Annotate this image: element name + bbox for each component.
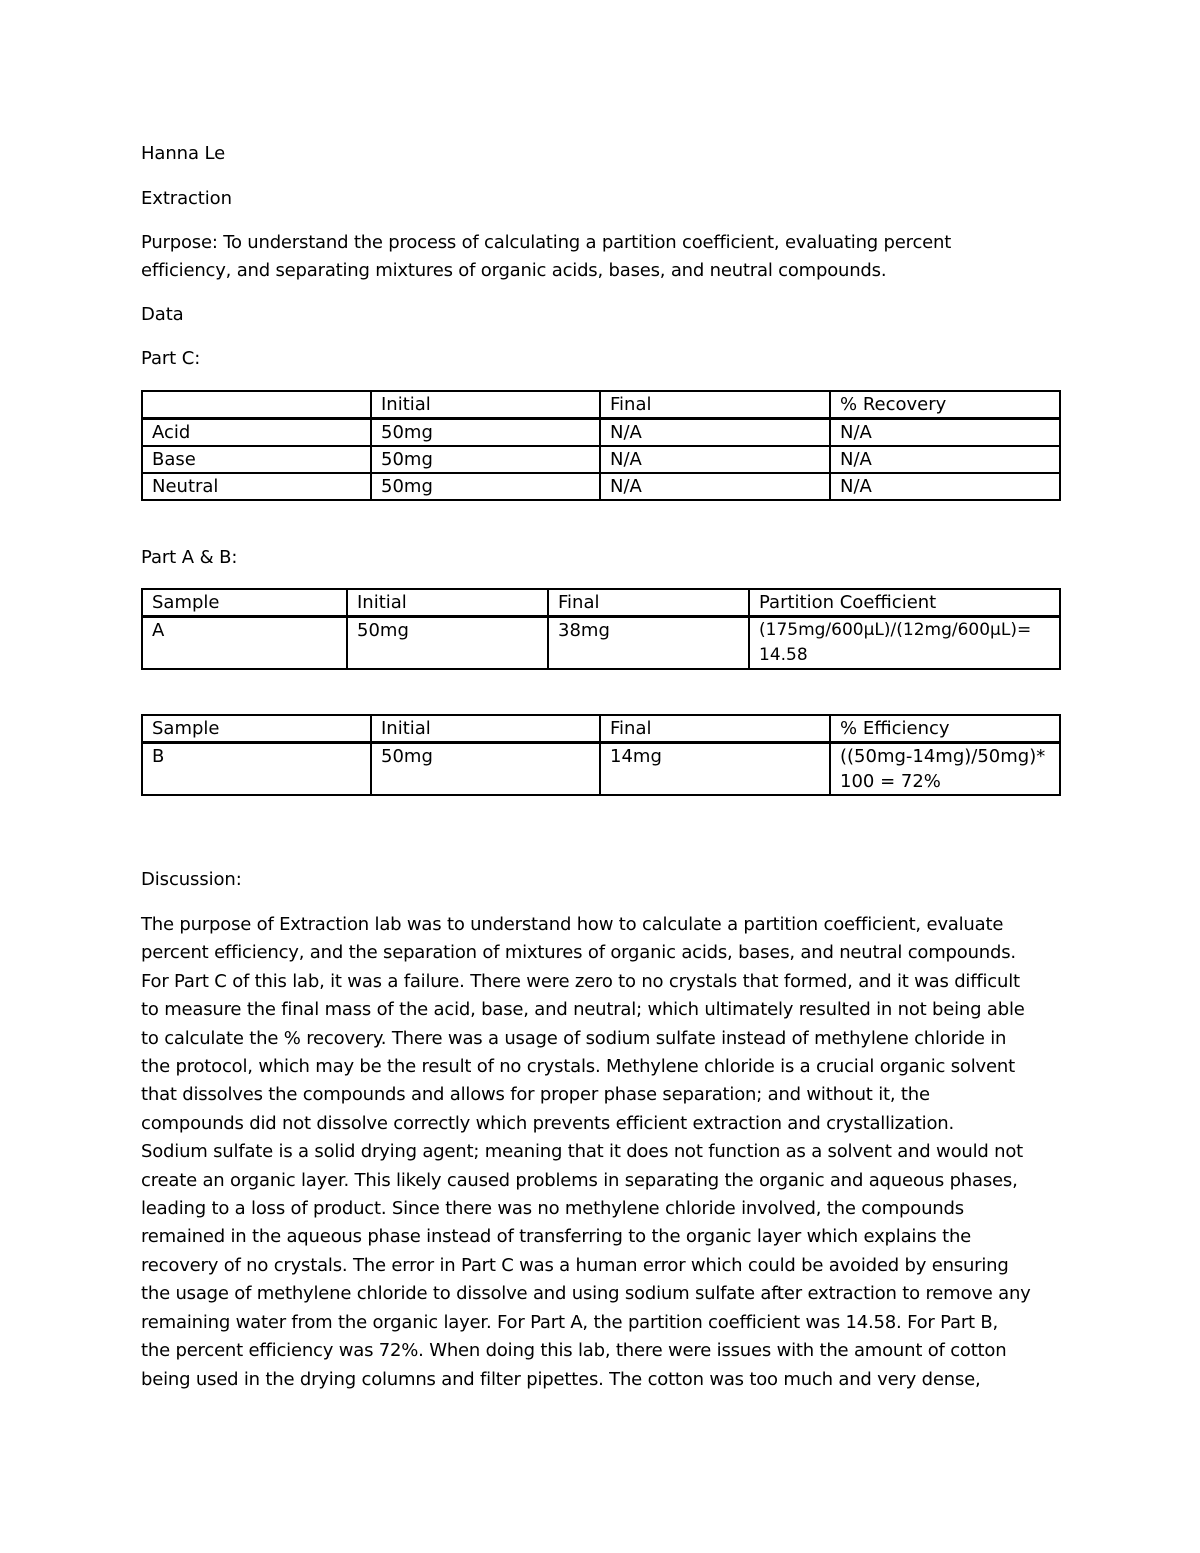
table-header-cell: Sample [142, 589, 347, 617]
discussion-line: recovery of no crystals. The error in Part C was a human error which could be avoided by ensuring [141, 1254, 1009, 1276]
table-cell: 50mg [371, 419, 600, 447]
table-header-cell: % Efficiency [830, 715, 1060, 743]
table-header-cell: Final [600, 391, 830, 419]
table-header-cell: Initial [347, 589, 548, 617]
table-header-row [142, 715, 1060, 743]
document-title: Extraction [141, 188, 232, 209]
table-header-cell: Final [548, 589, 749, 617]
table-header-cell [142, 391, 371, 419]
discussion-line: The purpose of Extraction lab was to understand how to calculate a partition coefficient, evaluate [141, 914, 1004, 935]
discussion-heading: Discussion: [141, 869, 242, 890]
table-row [142, 473, 1060, 500]
discussion-line: the percent efficiency was 72%. When doing this lab, there were issues with the amount of cotton [141, 1340, 1007, 1362]
discussion-line: create an organic layer. This likely caused problems in separating the organic and aqueous phases, [141, 1169, 1018, 1191]
table-cell: (175mg/600µL)/(12mg/600µL)= 14.58 [749, 617, 1060, 670]
table-cell: N/A [830, 419, 1060, 447]
table-cell: Base [142, 446, 371, 473]
table-cell: 50mg [371, 743, 600, 796]
table-cell: N/A [830, 473, 1060, 500]
table-cell: 14mg [600, 743, 830, 796]
table-header-cell: % Recovery [830, 391, 1060, 419]
table-cell: N/A [830, 446, 1060, 473]
discussion-line: remained in the aqueous phase instead of transferring to the organic layer which explains the [141, 1226, 972, 1248]
part-c-table [141, 390, 1061, 501]
table-cell: Acid [142, 419, 371, 447]
discussion-line: to calculate the % recovery. There was a usage of sodium sulfate instead of methylene chloride in [141, 1027, 1007, 1049]
table-row [142, 446, 1060, 473]
table-cell: 50mg [371, 473, 600, 500]
table-header-cell: Initial [371, 715, 600, 743]
part-ab-heading: Part A & B: [141, 547, 238, 568]
discussion-line: Sodium sulfate is a solid drying agent; meaning that it does not function as a solvent and would not [141, 1141, 1024, 1163]
data-heading: Data [141, 304, 184, 325]
table-header-row [142, 589, 1060, 617]
percent-efficiency-table [141, 714, 1061, 796]
table-header-cell: Partition Coefficient [749, 589, 1060, 617]
table-cell: A [142, 617, 347, 670]
purpose-line: Purpose: To understand the process of calculating a partition coefficient, evaluating percent [141, 232, 952, 253]
discussion-line: the usage of methylene chloride to dissolve and using sodium sulfate after extraction to remove any [141, 1283, 1031, 1305]
discussion-paragraph [141, 911, 1071, 1394]
table-row [142, 743, 1060, 796]
table-cell: N/A [600, 446, 830, 473]
table-header-cell: Sample [142, 715, 371, 743]
discussion-line: compounds did not dissolve correctly which prevents efficient extraction and crystallization. [141, 1112, 954, 1134]
discussion-line: leading to a loss of product. Since there was no methylene chloride involved, the compounds [141, 1198, 964, 1220]
table-cell: Neutral [142, 473, 371, 500]
table-cell: 38mg [548, 617, 749, 670]
partition-coefficient-table [141, 588, 1061, 670]
table-header-cell: Initial [371, 391, 600, 419]
discussion-line: remaining water from the organic layer. For Part A, the partition coefficient was 14.58. For Part B, [141, 1311, 999, 1333]
author-name: Hanna Le [141, 143, 226, 164]
discussion-line: For Part C of this lab, it was a failure. There were zero to no crystals that formed, and it was difficult [141, 970, 1020, 992]
table-row [142, 419, 1060, 447]
table-header-cell: Final [600, 715, 830, 743]
table-cell: 50mg [347, 617, 548, 670]
table-row [142, 617, 1060, 670]
purpose-paragraph [141, 229, 1071, 286]
table-cell: 50mg [371, 446, 600, 473]
table-cell: B [142, 743, 371, 796]
table-cell: N/A [600, 473, 830, 500]
purpose-line: efficiency, and separating mixtures of organic acids, bases, and neutral compounds. [141, 260, 887, 282]
discussion-line: percent efficiency, and the separation of mixtures of organic acids, bases, and neutral compounds. [141, 942, 1016, 964]
table-cell: ((50mg-14mg)/50mg)*100 = 72% [830, 743, 1060, 796]
discussion-line: the protocol, which may be the result of no crystals. Methylene chloride is a crucial organic solvent [141, 1056, 1015, 1078]
part-c-heading: Part C: [141, 348, 201, 369]
discussion-line: that dissolves the compounds and allows for proper phase separation; and without it, the [141, 1084, 930, 1106]
table-cell: N/A [600, 419, 830, 447]
discussion-line: to measure the final mass of the acid, base, and neutral; which ultimately resulted in not being able [141, 999, 1025, 1021]
discussion-line: being used in the drying columns and filter pipettes. The cotton was too much and very dense, [141, 1368, 981, 1390]
table-header-row [142, 391, 1060, 419]
